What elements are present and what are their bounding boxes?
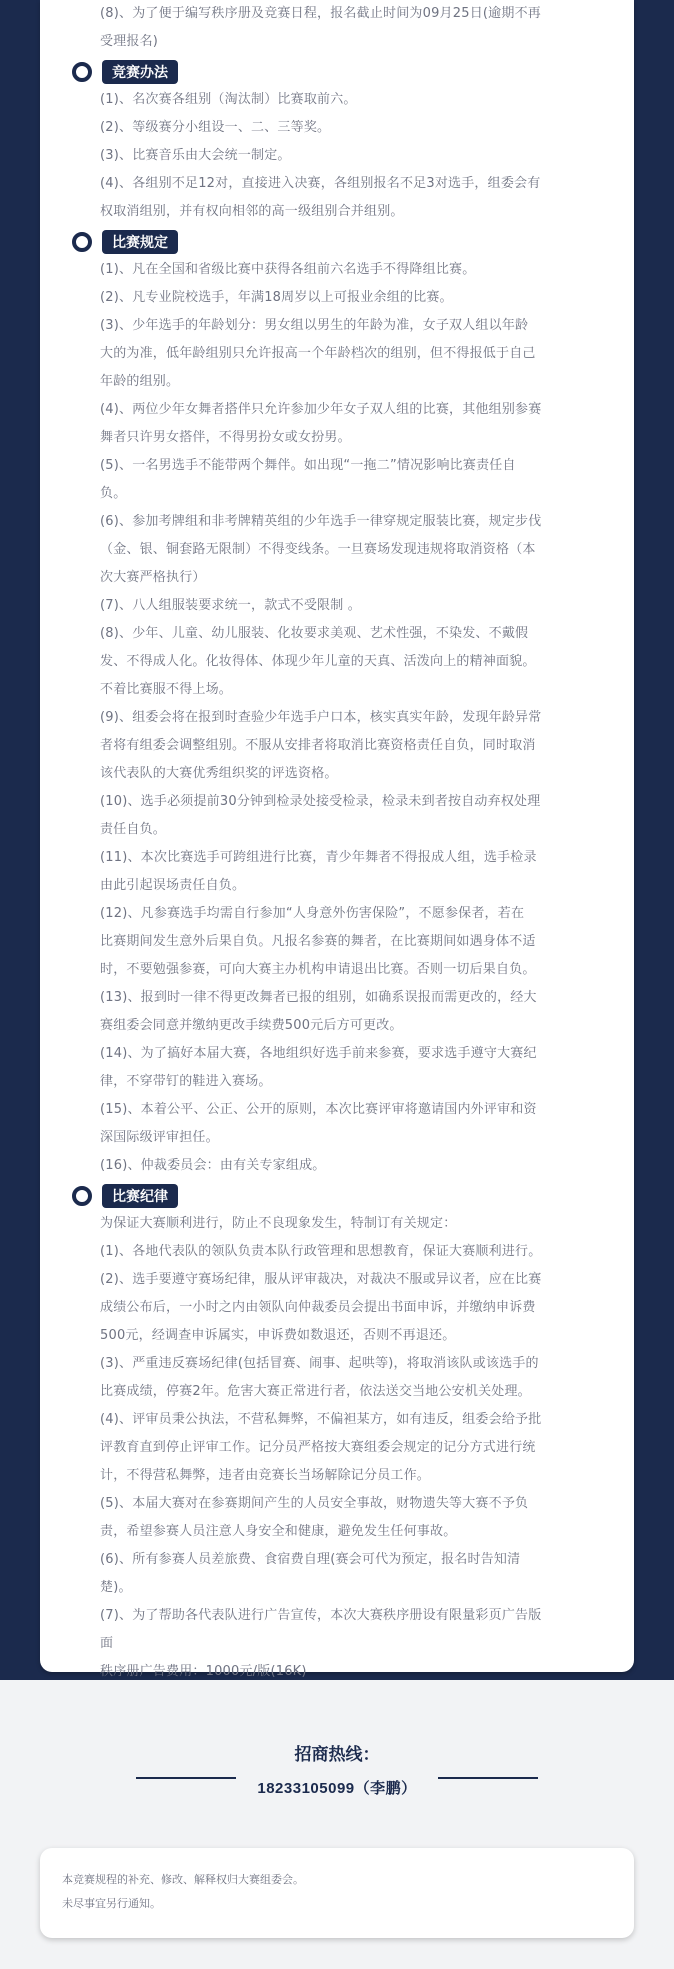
circle-bullet-icon — [72, 62, 92, 82]
rule-line: 该代表队的大赛优秀组织奖的评选资格。 — [100, 766, 338, 781]
rule-line: 深国际级评审担任。 — [100, 1130, 219, 1145]
rule-line: (7)、为了帮助各代表队进行广告宣传，本次大赛秩序册设有限量彩页广告版 — [100, 1608, 542, 1623]
rule-line: 舞者只许男女搭伴，不得男扮女或女扮男。 — [100, 430, 351, 445]
section-title: 比赛规定 — [102, 230, 178, 254]
hotline-title: 招商热线： — [294, 1745, 380, 1764]
rule-line: (4)、各组别不足12对，直接进入决赛，各组别报名不足3对选手，组委会有 — [100, 176, 541, 191]
divider-right — [438, 1777, 538, 1779]
footer-note-line: 未尽事宜另行通知。 — [62, 1897, 161, 1910]
section-header — [70, 1182, 630, 1210]
rule-line: (3)、严重违反赛场纪律(包括冒赛、闹事、起哄等)，将取消该队或该选手的 — [100, 1356, 539, 1371]
section-lines — [100, 1210, 630, 1686]
rule-line: (12)、凡参赛选手均需自行参加“人身意外伤害保险”，不愿参保者，若在 — [100, 906, 525, 921]
footer-note-card — [40, 1848, 634, 1938]
footer-note-line: 本竞赛规程的补充、修改、解释权归大赛组委会。 — [62, 1873, 304, 1886]
rule-line: (6)、参加考牌组和非考牌精英组的少年选手一律穿规定服装比赛，规定步伐 — [100, 514, 542, 529]
rule-line: (2)、等级赛分小组设一、二、三等奖。 — [100, 120, 331, 135]
rule-line: 次大赛严格执行） — [100, 570, 206, 585]
hotline-block — [0, 1740, 674, 1798]
intro-line: (8)、为了便于编写秩序册及竞赛日程，报名截止时间为09月25日(逾期不再 — [100, 6, 541, 21]
rule-line: 比赛成绩，停赛2年。危害大赛正常进行者，依法送交当地公安机关处理。 — [100, 1384, 531, 1399]
rules-content — [100, 0, 630, 1686]
rule-line: 年龄的组别。 — [100, 374, 180, 389]
rule-line: 责，希望参赛人员注意人身安全和健康，避免发生任何事故。 — [100, 1524, 457, 1539]
rule-line: (8)、少年、儿童、幼儿服装、化妆要求美观、艺术性强，不染发、不戴假 — [100, 626, 529, 641]
divider-left — [136, 1777, 236, 1779]
rule-line: 者将有组委会调整组别。不服从安排者将取消比赛资格责任自负，同时取消 — [100, 738, 536, 753]
section-lines — [100, 256, 630, 1180]
rule-line: （金、银、铜套路无限制）不得变线条。一旦赛场发现违规将取消资格（本 — [100, 542, 536, 557]
section-competition-rules — [100, 228, 630, 1180]
section-lines — [100, 86, 630, 226]
section-header — [70, 228, 630, 256]
rule-line: (5)、一名男选手不能带两个舞伴。如出现“一拖二”情况影响比赛责任自 — [100, 458, 516, 473]
rule-line: 500元，经调查申诉属实，申诉费如数退还，否则不再退还。 — [100, 1328, 456, 1343]
intro-line: 受理报名) — [100, 34, 159, 49]
rule-line: (5)、本届大赛对在参赛期间产生的人员安全事故，财物遗失等大赛不予负 — [100, 1496, 529, 1511]
rule-line: (7)、八人组服装要求统一，款式不受限制 。 — [100, 598, 361, 613]
rule-line: (4)、两位少年女舞者搭伴只允许参加少年女子双人组的比赛，其他组别参赛 — [100, 402, 542, 417]
rule-line: (1)、名次赛各组别（淘汰制）比赛取前六。 — [100, 92, 357, 107]
rule-line: 责任自负。 — [100, 822, 167, 837]
rule-line: 楚)。 — [100, 1580, 132, 1595]
rule-line: (1)、凡在全国和省级比赛中获得各组前六名选手不得降组比赛。 — [100, 262, 476, 277]
rule-line: 权取消组别，并有权向相邻的高一级组别合并组别。 — [100, 204, 404, 219]
section-title: 比赛纪律 — [102, 1184, 178, 1208]
rule-line: 时，不要勉强参赛，可向大赛主办机构申请退出比赛。否则一切后果自负。 — [100, 962, 536, 977]
hotline-phone[interactable]: 18233105099（李鹏） — [257, 1780, 417, 1797]
section-header — [70, 58, 630, 86]
rule-line: 由此引起误场责任自负。 — [100, 878, 246, 893]
rule-line: (3)、比赛音乐由大会统一制定。 — [100, 148, 291, 163]
rule-line: 发、不得成人化。化妆得体、体现少年儿童的天真、活泼向上的精神面貌。 — [100, 654, 536, 669]
rule-line: 比赛期间发生意外后果自负。凡报名参赛的舞者，在比赛期间如遇身体不适 — [100, 934, 536, 949]
rule-line: (2)、选手要遵守赛场纪律，服从评审裁决，对裁决不服或异议者，应在比赛 — [100, 1272, 542, 1287]
rule-line: (2)、凡专业院校选手，年满18周岁以上可报业余组的比赛。 — [100, 290, 453, 305]
rule-line: (1)、各地代表队的领队负责本队行政管理和思想教育，保证大赛顺利进行。 — [100, 1244, 542, 1259]
rule-line: (9)、组委会将在报到时查验少年选手户口本，核实真实年龄，发现年龄异常 — [100, 710, 542, 725]
rule-line: (6)、所有参赛人员差旅费、食宿费自理(赛会可代为预定，报名时告知清 — [100, 1552, 521, 1567]
rule-line: 成绩公布后，一小时之内由领队向仲裁委员会提出书面申诉，并缴纳申诉费 — [100, 1300, 536, 1315]
rule-line: (3)、少年选手的年龄划分：男女组以男生的年龄为准，女子双人组以年龄 — [100, 318, 529, 333]
rule-line: (10)、选手必须提前30分钟到检录处接受检录，检录未到者按自动弃权处理 — [100, 794, 541, 809]
circle-bullet-icon — [72, 1186, 92, 1206]
rule-line: (13)、报到时一律不得更改舞者已报的组别，如确系误报而需更改的，经大 — [100, 990, 537, 1005]
rule-line: 评教育直到停止评审工作。记分员严格按大赛组委会规定的记分方式进行统 — [100, 1440, 536, 1455]
section-competition-method — [100, 58, 630, 226]
rule-line: 秩序册广告费用：1000元/版(16K) — [100, 1664, 307, 1679]
rule-line: (16)、仲裁委员会：由有关专家组成。 — [100, 1158, 326, 1173]
rule-line: 赛组委会同意并缴纳更改手续费500元后方可更改。 — [100, 1018, 403, 1033]
rule-line: 为保证大赛顺利进行，防止不良现象发生，特制订有关规定： — [100, 1216, 457, 1231]
rule-line: 计，不得营私舞弊，违者由竞赛长当场解除记分员工作。 — [100, 1468, 431, 1483]
section-title: 竞赛办法 — [102, 60, 178, 84]
rule-line: 不着比赛服不得上场。 — [100, 682, 233, 697]
rule-line: (4)、评审员秉公执法，不营私舞弊，不偏袒某方，如有违反，组委会给予批 — [100, 1412, 542, 1427]
rule-line: 大的为准，低年龄组别只允许报高一个年龄档次的组别，但不得报低于自己 — [100, 346, 536, 361]
rule-line: 负。 — [100, 486, 127, 501]
circle-bullet-icon — [72, 232, 92, 252]
rule-line: (15)、本着公平、公正、公开的原则，本次比赛评审将邀请国内外评审和资 — [100, 1102, 537, 1117]
section-competition-discipline — [100, 1182, 630, 1686]
rule-line: 面 — [100, 1636, 114, 1651]
rule-line: (11)、本次比赛选手可跨组进行比赛，青少年舞者不得报成人组，选手检录 — [100, 850, 537, 865]
rule-line: (14)、为了搞好本届大赛，各地组织好选手前来参赛，要求选手遵守大赛纪 — [100, 1046, 537, 1061]
intro-block — [100, 0, 630, 56]
rule-line: 律，不穿带钉的鞋进入赛场。 — [100, 1074, 272, 1089]
rules-card — [40, 0, 634, 1679]
